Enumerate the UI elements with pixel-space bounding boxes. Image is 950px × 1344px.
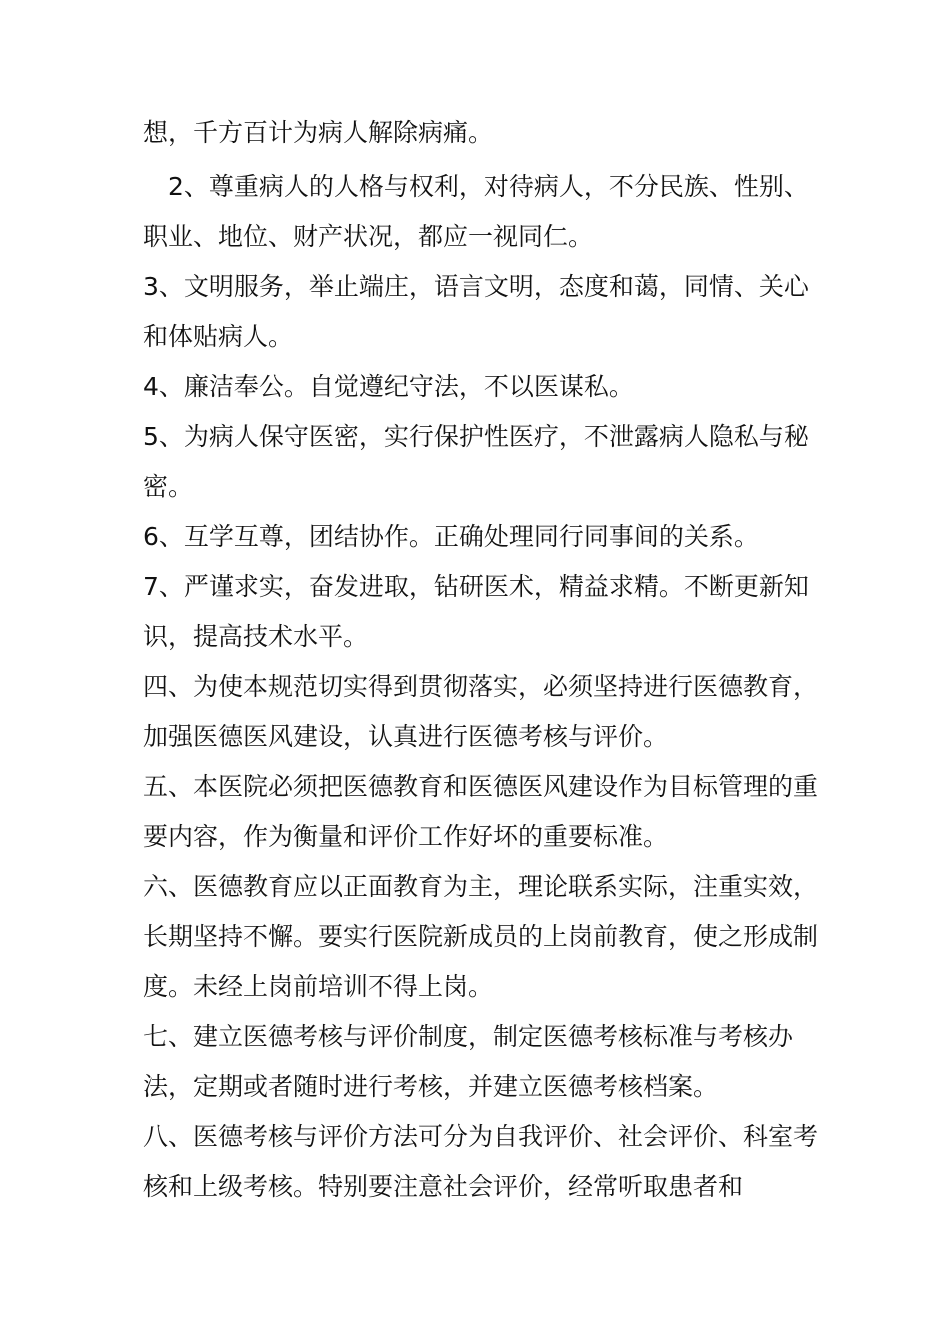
- paragraph-8: 四、为使本规范切实得到贯彻落实，必须坚持进行医德教育，加强医德医风建设，认真进行医德考核与评价。: [143, 672, 819, 751]
- paragraph-9: 五、本医院必须把医德教育和医德医风建设作为目标管理的重要内容，作为衡量和评价工作好坏的重要标准。: [143, 772, 819, 851]
- paragraph-11: 七、建立医德考核与评价制度，制定医德考核标准与考核办法，定期或者随时进行考核，并建立医德考核档案。: [143, 1022, 794, 1101]
- paragraph-7: 7、严谨求实，奋发进取，钻研医术，精益求精。不断更新知识，提高技术水平。: [143, 572, 809, 651]
- paragraph-6: 6、互学互尊，团结协作。正确处理同行同事间的关系。: [143, 522, 759, 551]
- paragraph-5: 5、为病人保守医密，实行保护性医疗，不泄露病人隐私与秘密。: [143, 422, 809, 501]
- paragraph-1: 想，千方百计为病人解除病痛。: [143, 118, 494, 147]
- paragraph-3: 3、文明服务，举止端庄，语言文明，态度和蔼，同情、关心和体贴病人。: [143, 272, 809, 351]
- paragraph-12: 八、医德考核与评价方法可分为自我评价、社会评价、科室考核和上级考核。特别要注意社会评价，经常听取患者和: [143, 1122, 819, 1201]
- paragraph-4: 4、廉洁奉公。自觉遵纪守法，不以医谋私。: [143, 372, 634, 401]
- document-body: [143, 108, 833, 1212]
- paragraph-2: 2、尊重病人的人格与权利，对待病人，不分民族、性别、职业、地位、财产状况，都应一视同仁。: [143, 172, 809, 251]
- paragraph-10: 六、医德教育应以正面教育为主，理论联系实际，注重实效，长期坚持不懈。要实行医院新成员的上岗前教育，使之形成制度。未经上岗前培训不得上岗。: [143, 872, 819, 1001]
